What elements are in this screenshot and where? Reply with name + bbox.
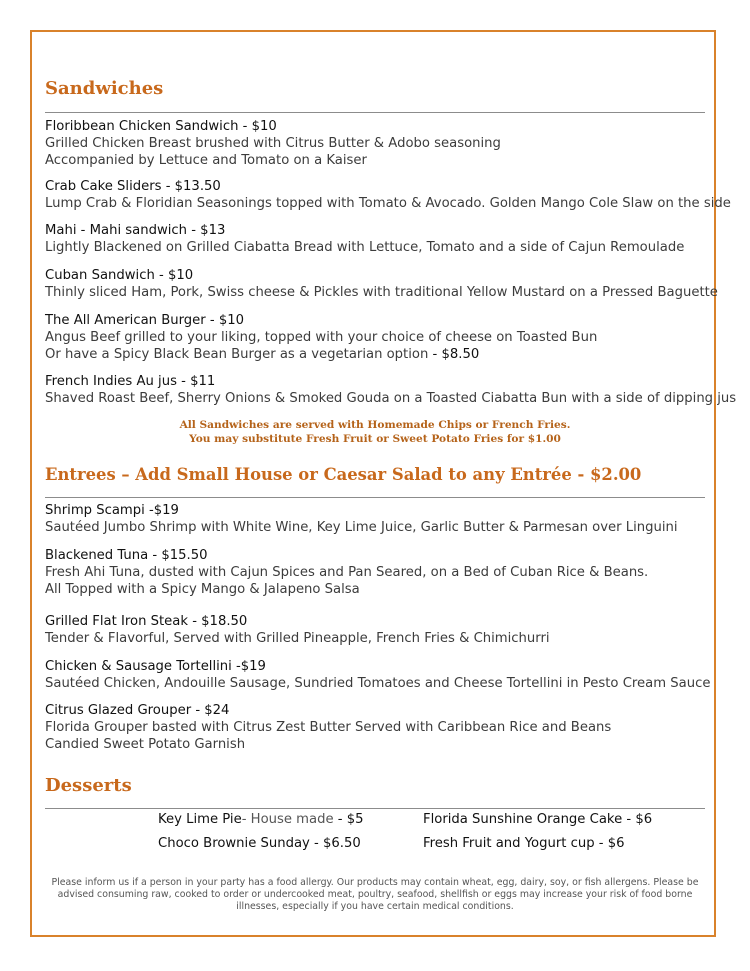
sides-note-line: All Sandwiches are served with Homemade Chips or French Fries. [179,419,571,431]
desserts-divider [45,808,705,809]
item-description: Angus Beef grilled to your liking, topped with your choice of cheese on Toasted Bun [45,330,598,345]
item-name: Chicken & Sausage Tortellini -$19 [45,659,266,674]
item-description: Grilled Chicken Breast brushed with Citrus Butter & Adobo seasoning [45,136,501,151]
dessert-name: Choco Brownie Sunday - $6.50 [158,836,361,851]
item-description: Candied Sweet Potato Garnish [45,737,246,752]
item-name: Grilled Flat Iron Steak - $18.50 [45,614,248,629]
menu-item [45,547,710,598]
dessert-name: Fresh Fruit and Yogurt cup [423,836,595,851]
menu-item [45,373,737,407]
sides-note-line: You may substitute Fresh Fruit or Sweet Potato Fries for $1.00 [189,433,561,445]
dessert-note: - House made [241,812,334,827]
item-name: French Indies Au jus - $11 [45,374,216,389]
dessert-item [158,836,361,851]
menu-item [45,658,710,692]
item-description: Lightly Blackened on Grilled Ciabatta Bread with Lettuce, Tomato and a side of Cajun Remoulade [45,240,685,255]
item-name: Blackened Tuna - $15.50 [45,548,208,563]
menu-item [45,312,710,363]
item-name: Mahi - Mahi sandwich - $13 [45,223,226,238]
desserts-heading: Desserts [45,775,132,796]
item-name: Floribbean Chicken Sandwich - $10 [45,119,277,134]
veggie-option: Or have a Spicy Black Bean Burger as a vegetarian option [45,347,429,362]
item-name: Cuban Sandwich - $10 [45,268,194,283]
item-description: All Topped with a Spicy Mango & Jalapeno Salsa [45,582,360,597]
entrees-divider [45,497,705,498]
item-name: The All American Burger - $10 [45,313,245,328]
allergy-notice: Please inform us if a person in your party has a food allergy. Our products may contain wheat, egg, dairy, soy, or fish allergens. Please be advised consuming raw, cooked to order or undercooked meat, poultry, seafood, shellfish or eggs may increase your risk of food borne illnesses, especially if you have certain medical conditions. [51,877,699,912]
item-description: Accompanied by Lettuce and Tomato on a Kaiser [45,153,367,168]
item-description: Thinly sliced Ham, Pork, Swiss cheese & Pickles with traditional Yellow Mustard on a Pressed Baguette [45,285,718,300]
dessert-item [158,812,364,827]
sandwiches-heading: Sandwiches [45,78,164,99]
menu-item [45,702,710,753]
menu-item [45,502,710,536]
item-description [45,346,710,363]
sandwiches-divider [45,112,705,113]
dessert-name: Key Lime Pie [158,812,242,827]
item-name: Citrus Glazed Grouper - $24 [45,703,230,718]
item-description: Florida Grouper basted with Citrus Zest Butter Served with Caribbean Rice and Beans [45,720,612,735]
item-name: Crab Cake Sliders - $13.50 [45,179,221,194]
menu-item [45,178,731,212]
item-description: Shaved Roast Beef, Sherry Onions & Smoked Gouda on a Toasted Ciabatta Bun with a side of dipping jus [45,391,737,406]
item-description: Fresh Ahi Tuna, dusted with Cajun Spices and Pan Seared, on a Bed of Cuban Rice & Beans. [45,565,649,580]
sides-note [0,418,750,446]
item-description: Sautéed Jumbo Shrimp with White Wine, Key Lime Juice, Garlic Butter & Parmesan over Linguini [45,520,678,535]
dessert-price: - $6 [594,836,625,851]
dessert-item [423,836,625,851]
item-description: Sautéed Chicken, Andouille Sausage, Sundried Tomatoes and Cheese Tortellini in Pesto Cream Sauce [45,676,711,691]
item-description: Tender & Flavorful, Served with Grilled Pineapple, French Fries & Chimichurri [45,631,550,646]
menu-item [45,222,710,256]
menu-item [45,118,710,169]
dessert-price: - $5 [333,812,364,827]
veggie-price: - $8.50 [428,347,480,362]
entrees-heading: Entrees – Add Small House or Caesar Salad to any Entrée - $2.00 [45,465,642,484]
item-description: Lump Crab & Floridian Seasonings topped with Tomato & Avocado. Golden Mango Cole Slaw on the side [45,196,731,211]
menu-item [45,613,710,647]
dessert-name: Florida Sunshine Orange Cake - $6 [423,812,653,827]
menu-item [45,267,718,301]
dessert-item [423,812,652,827]
item-name: Shrimp Scampi -$19 [45,503,179,518]
